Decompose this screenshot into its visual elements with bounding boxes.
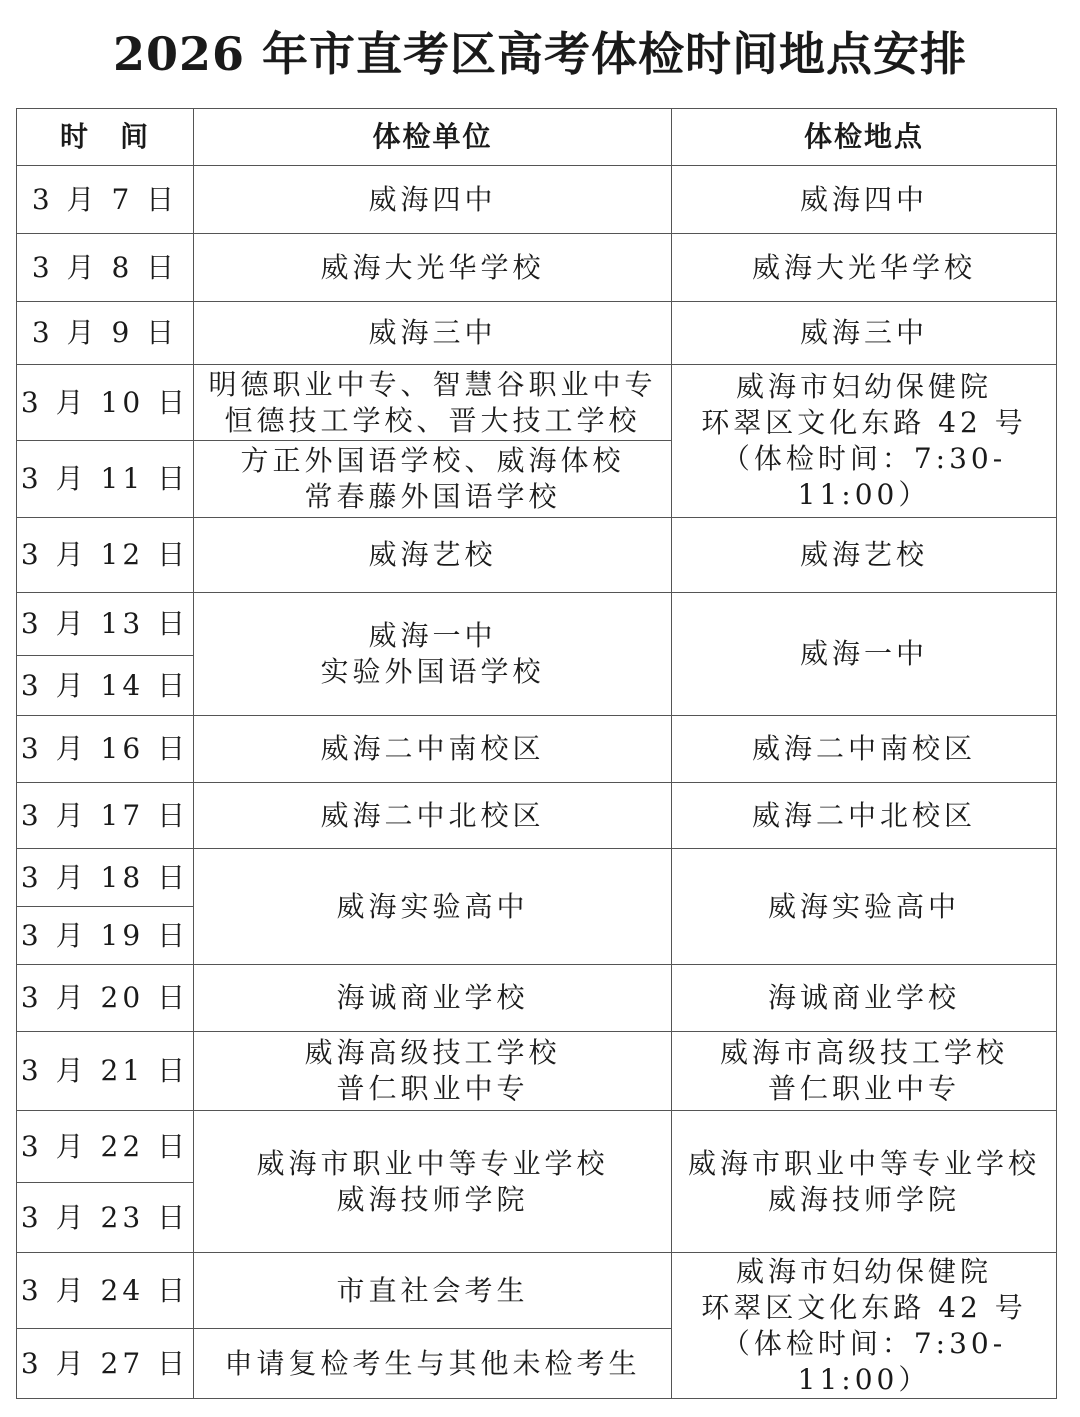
location-cell [672,593,1057,716]
location-line: 威海市妇幼保健院 [735,370,992,403]
location-line: 环翠区文化东路 42 号 [701,406,1027,439]
location-line: 环翠区文化东路 42 号 [701,1290,1027,1324]
date-cell: 3 月 10 日 [17,365,194,441]
date-cell: 3 月 12 日 [17,518,194,593]
unit-cell [194,593,672,716]
table-row [17,1111,1057,1183]
unit-line: 恒德技工学校、晋大技工学校 [224,403,641,437]
location-cell [672,234,1057,302]
date-cell: 3 月 20 日 [17,965,194,1032]
date-cell: 3 月 13 日 [17,593,194,656]
table-row [17,716,1057,783]
unit-cell [194,1111,672,1253]
location-cell [672,1032,1057,1111]
date-cell: 3 月 9 日 [17,302,194,365]
table-row [17,783,1057,849]
unit-line: 明德职业中专、智慧谷职业中专 [208,367,657,401]
schedule-table [16,108,1057,1399]
table-row [17,234,1057,302]
unit-line: 市直社会考生 [336,1273,529,1307]
date-cell: 3 月 22 日 [17,1111,194,1183]
unit-cell [194,234,672,302]
location-line: 威海市妇幼保健院 [735,1254,992,1288]
location-cell [672,965,1057,1032]
unit-line: 威海一中 [368,619,497,652]
table-header-row [17,109,1057,166]
location-line: 威海市高级技工学校 [719,1036,1008,1069]
table-row [17,365,1057,441]
date-cell: 3 月 14 日 [17,656,194,716]
location-line: 威海一中 [799,637,928,670]
location-line: 威海市职业中等专业学校 [687,1146,1040,1180]
location-cell [672,716,1057,783]
date-cell: 3 月 24 日 [17,1253,194,1329]
location-line: 海诚商业学校 [767,981,960,1014]
unit-cell [194,166,672,234]
location-line: 威海二中北校区 [751,798,976,832]
unit-cell [194,518,672,593]
unit-cell [194,849,672,965]
unit-line: 威海二中北校区 [320,798,545,832]
unit-cell [194,1253,672,1329]
header-unit: 体检单位 [194,109,672,166]
date-cell: 3 月 18 日 [17,849,194,907]
location-line: 威海艺校 [799,538,928,571]
location-line: 威海实验高中 [767,889,960,923]
unit-line: 威海市职业中等专业学校 [256,1146,609,1180]
unit-line: 常春藤外国语学校 [304,480,561,513]
location-line: （体检时间：7:30-11:00） [721,1326,1007,1396]
table-row [17,593,1057,656]
location-line: 威海四中 [799,182,928,216]
unit-line: 威海四中 [368,182,497,216]
page-title: 2026 年市直考区高考体检时间地点安排 [112,27,968,81]
unit-line: 方正外国语学校、威海体校 [240,444,625,477]
unit-cell [194,716,672,783]
unit-cell [194,365,672,441]
location-line: 威海二中南校区 [751,732,976,765]
location-line: 威海大光华学校 [751,250,976,284]
unit-line: 威海艺校 [368,538,497,571]
table-row [17,1032,1057,1111]
location-cell [672,518,1057,593]
header-location: 体检地点 [672,109,1057,166]
date-cell: 3 月 16 日 [17,716,194,783]
unit-cell [194,441,672,518]
table-row [17,166,1057,234]
location-cell [672,302,1057,365]
table-row [17,302,1057,365]
location-cell [672,783,1057,849]
date-cell: 3 月 11 日 [17,441,194,518]
date-cell: 3 月 23 日 [17,1183,194,1253]
unit-line: 海诚商业学校 [336,981,529,1014]
table-row [17,965,1057,1032]
header-time: 时 间 [17,109,194,166]
location-cell [672,166,1057,234]
date-cell: 3 月 7 日 [17,166,194,234]
unit-line: 普仁职业中专 [336,1072,529,1105]
location-cell [672,849,1057,965]
unit-cell [194,783,672,849]
unit-line: 威海实验高中 [336,889,529,923]
location-line: （体检时间：7:30-11:00） [721,442,1007,511]
date-cell: 3 月 21 日 [17,1032,194,1111]
location-line: 威海技师学院 [767,1182,960,1216]
location-line: 威海三中 [799,316,928,349]
date-cell: 3 月 19 日 [17,907,194,965]
table-row [17,849,1057,907]
unit-cell [194,302,672,365]
unit-line: 威海三中 [368,316,497,349]
table-row [17,518,1057,593]
location-line: 普仁职业中专 [767,1072,960,1105]
date-cell: 3 月 8 日 [17,234,194,302]
unit-line: 实验外国语学校 [320,655,545,688]
unit-line: 威海高级技工学校 [304,1036,561,1069]
date-cell: 3 月 27 日 [17,1329,194,1399]
location-cell [672,1111,1057,1253]
table-row [17,1253,1057,1329]
unit-cell [194,1329,672,1399]
unit-cell [194,1032,672,1111]
date-cell: 3 月 17 日 [17,783,194,849]
location-cell [672,1253,1057,1399]
unit-line: 威海大光华学校 [320,250,545,284]
unit-line: 申请复检考生与其他未检考生 [224,1346,641,1380]
location-cell [672,365,1057,518]
unit-line: 威海技师学院 [336,1182,529,1216]
unit-line: 威海二中南校区 [320,732,545,765]
unit-cell [194,965,672,1032]
